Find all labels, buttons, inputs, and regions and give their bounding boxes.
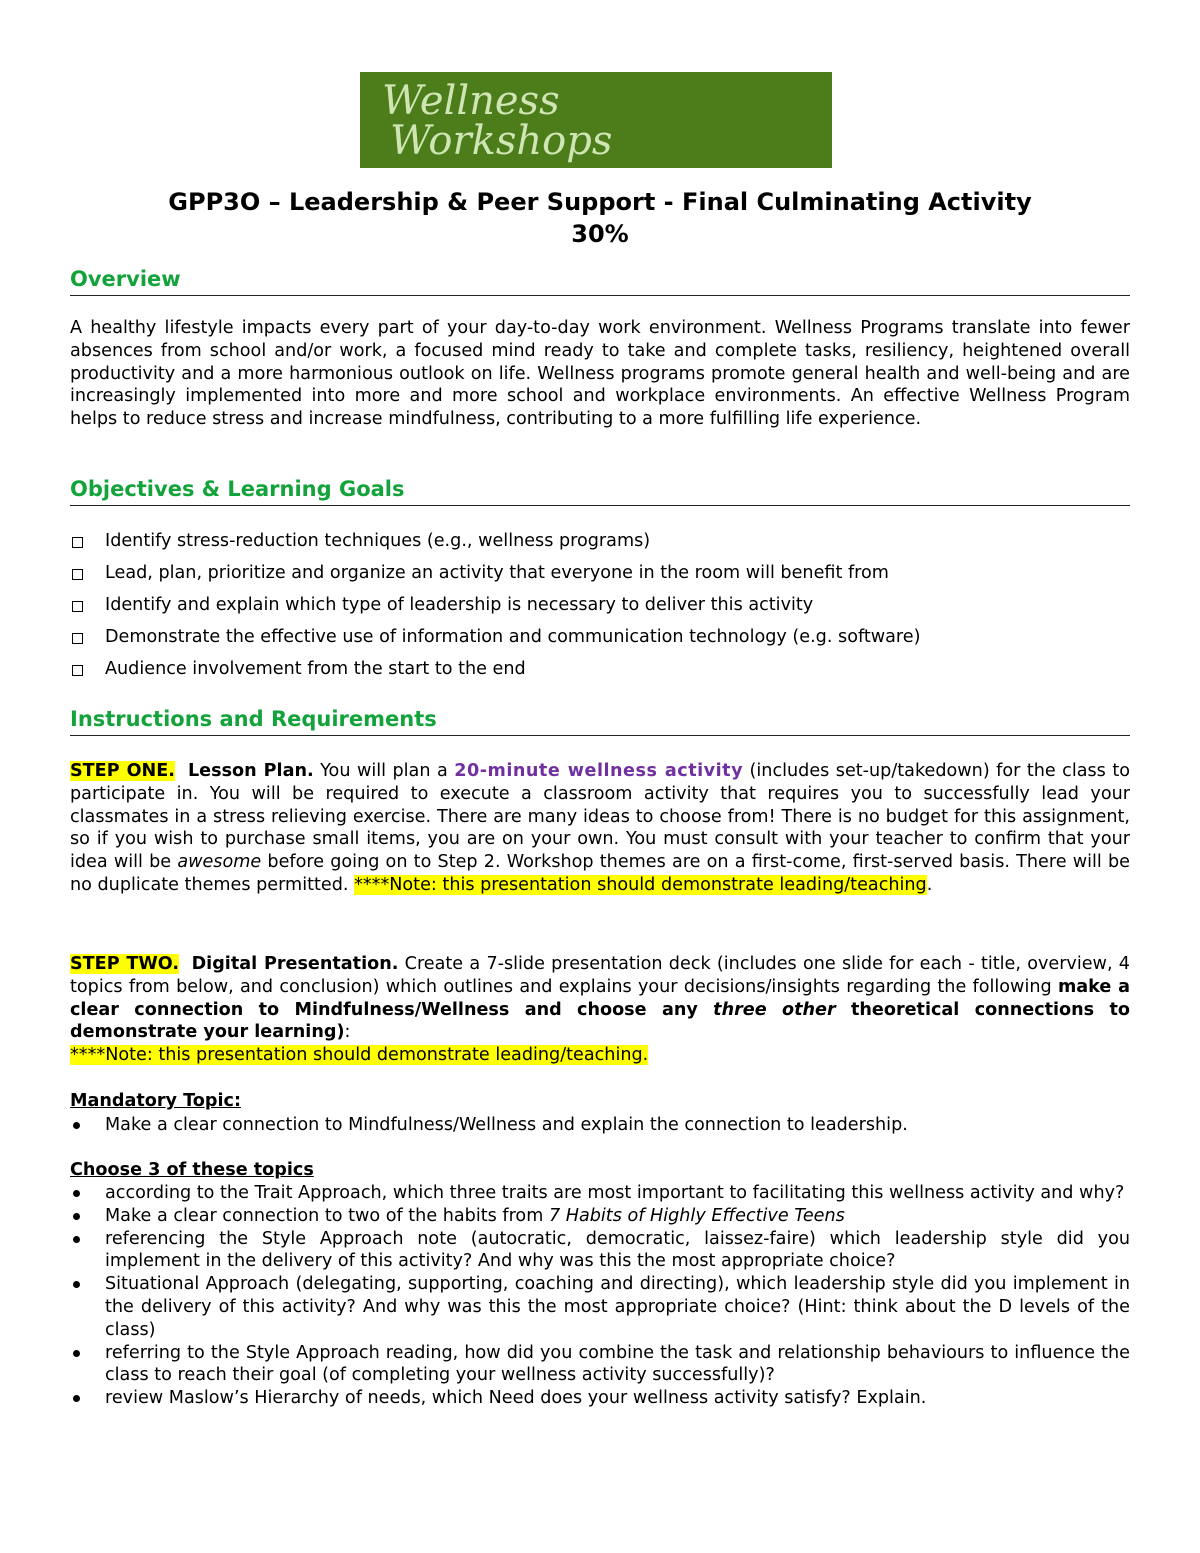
mandatory-topic-heading: Mandatory Topic:: [70, 1091, 241, 1111]
list-item: referring to the Style Approach reading, how did you combine the task and relationship behaviours to influence the class to reach their goal (of completing your wellness activity successfully)?: [70, 1342, 1130, 1388]
bullet-icon: [73, 1236, 80, 1243]
choose-topics-list: [70, 1182, 1130, 1410]
step-two-label: STEP TWO.: [70, 954, 180, 974]
step-one-paragraph: STEP ONE. Lesson Plan. You will plan a 20-minute wellness activity (includes set-up/takedown) for the class to participate in. You will be required to execute a classroom activity that requires you to successfully lead your classmates in a stress relieving exercise. There are many ideas to choose from! There is no budget for this assignment, so if you wish to purchase small items, you are on your own. You must consult with your teacher to confirm that your idea will be awesome before going on to Step 2. Workshop themes are on a first-come, first-served basis. There will be no duplicate themes permitted. ****Note: this presentation should demonstrate leading/teaching.: [70, 761, 1130, 895]
step-one-title: Lesson Plan.: [187, 761, 314, 781]
step-two-note: ****Note: this presentation should demonstrate leading/teaching.: [70, 1045, 649, 1066]
logo-line-2: Workshops: [390, 118, 613, 164]
title-line-2: 30%: [571, 220, 629, 248]
bullet-icon: [73, 1122, 80, 1129]
step-two-paragraph: STEP TWO. Digital Presentation. Create a 7-slide presentation deck (includes one slide for each - title, overview, 4 topics from below, and conclusion) which outlines and explains your decisions/insights regarding the following make a clear connection to Mindfulness/Wellness and choose any three other theoretical connections to demonstrate your learning): ****Note: this presentation should demonstrate leading/teaching.: [70, 954, 1130, 1066]
step-one-highlight: 20-minute wellness activity: [454, 761, 744, 781]
bullet-icon: [73, 1350, 80, 1357]
overview-paragraph: A healthy lifestyle impacts every part of your day-to-day work environment. Wellness Programs translate into fewer absences from school and/or work, a focused mind ready to take and complete tasks, resiliency, heightened overall productivity and a more harmonious outlook on life. Wellness programs promote general health and well-being and are increasingly implemented into more and more school and workplace environments. An effective Wellness Program helps to reduce stress and increase mindfulness, contributing to a more fulfilling life experience.: [70, 318, 1130, 430]
bullet-icon: [73, 1395, 80, 1402]
overview-heading: Overview: [70, 266, 1130, 296]
mandatory-topic-list: [70, 1114, 1130, 1137]
wellness-workshops-logo: [360, 72, 832, 168]
objective-item: Demonstrate the effective use of information and communication technology (e.g. software): [70, 625, 1130, 657]
checkbox-icon: [72, 665, 83, 676]
bullet-icon: [73, 1190, 80, 1197]
title-line-1: GPP3O – Leadership & Peer Support - Final Culminating Activity: [168, 188, 1032, 216]
choose-topics-heading: Choose 3 of these topics: [70, 1160, 314, 1180]
list-item: referencing the Style Approach note (autocratic, democratic, laissez-faire) which leadership style did you implement in the delivery of this activity? And why was this the most appropriate choice?: [70, 1228, 1130, 1274]
checkbox-icon: [72, 601, 83, 612]
step-one-note: ****Note: this presentation should demonstrate leading/teaching: [354, 874, 927, 895]
objectives-list: [70, 529, 1130, 689]
list-item: Situational Approach (delegating, supporting, coaching and directing), which leadership style did you implement in the delivery of this activity? And why was this the most appropriate choice? (Hint: think about the D levels of the class): [70, 1273, 1130, 1341]
logo-line-1: Wellness: [382, 78, 560, 124]
checkbox-icon: [72, 569, 83, 580]
list-item: Make a clear connection to two of the habits from 7 Habits of Highly Effective Teens: [70, 1205, 1130, 1228]
step-two-title: Digital Presentation.: [191, 954, 399, 974]
list-item: according to the Trait Approach, which three traits are most important to facilitating this wellness activity and why?: [70, 1182, 1130, 1205]
list-item: Make a clear connection to Mindfulness/Wellness and explain the connection to leadership.: [70, 1114, 1130, 1137]
step-two-emphasis: three other: [713, 999, 836, 1020]
step-two-colon: :: [344, 1022, 351, 1043]
bullet-icon: [73, 1281, 80, 1288]
list-item: review Maslow’s Hierarchy of needs, which Need does your wellness activity satisfy? Explain.: [70, 1387, 1130, 1410]
objective-item: Audience involvement from the start to the end: [70, 657, 1130, 689]
objective-item: Lead, plan, prioritize and organize an activity that everyone in the room will benefit from: [70, 561, 1130, 593]
objective-item: Identify and explain which type of leadership is necessary to deliver this activity: [70, 593, 1130, 625]
checkbox-icon: [72, 537, 83, 548]
step-one-label: STEP ONE.: [70, 761, 175, 781]
checkbox-icon: [72, 633, 83, 644]
bullet-icon: [73, 1213, 80, 1220]
document-title: [70, 186, 1130, 250]
instructions-heading: Instructions and Requirements: [70, 706, 1130, 736]
objectives-heading: Objectives & Learning Goals: [70, 476, 1130, 506]
objective-item: Identify stress-reduction techniques (e.g., wellness programs): [70, 529, 1130, 561]
